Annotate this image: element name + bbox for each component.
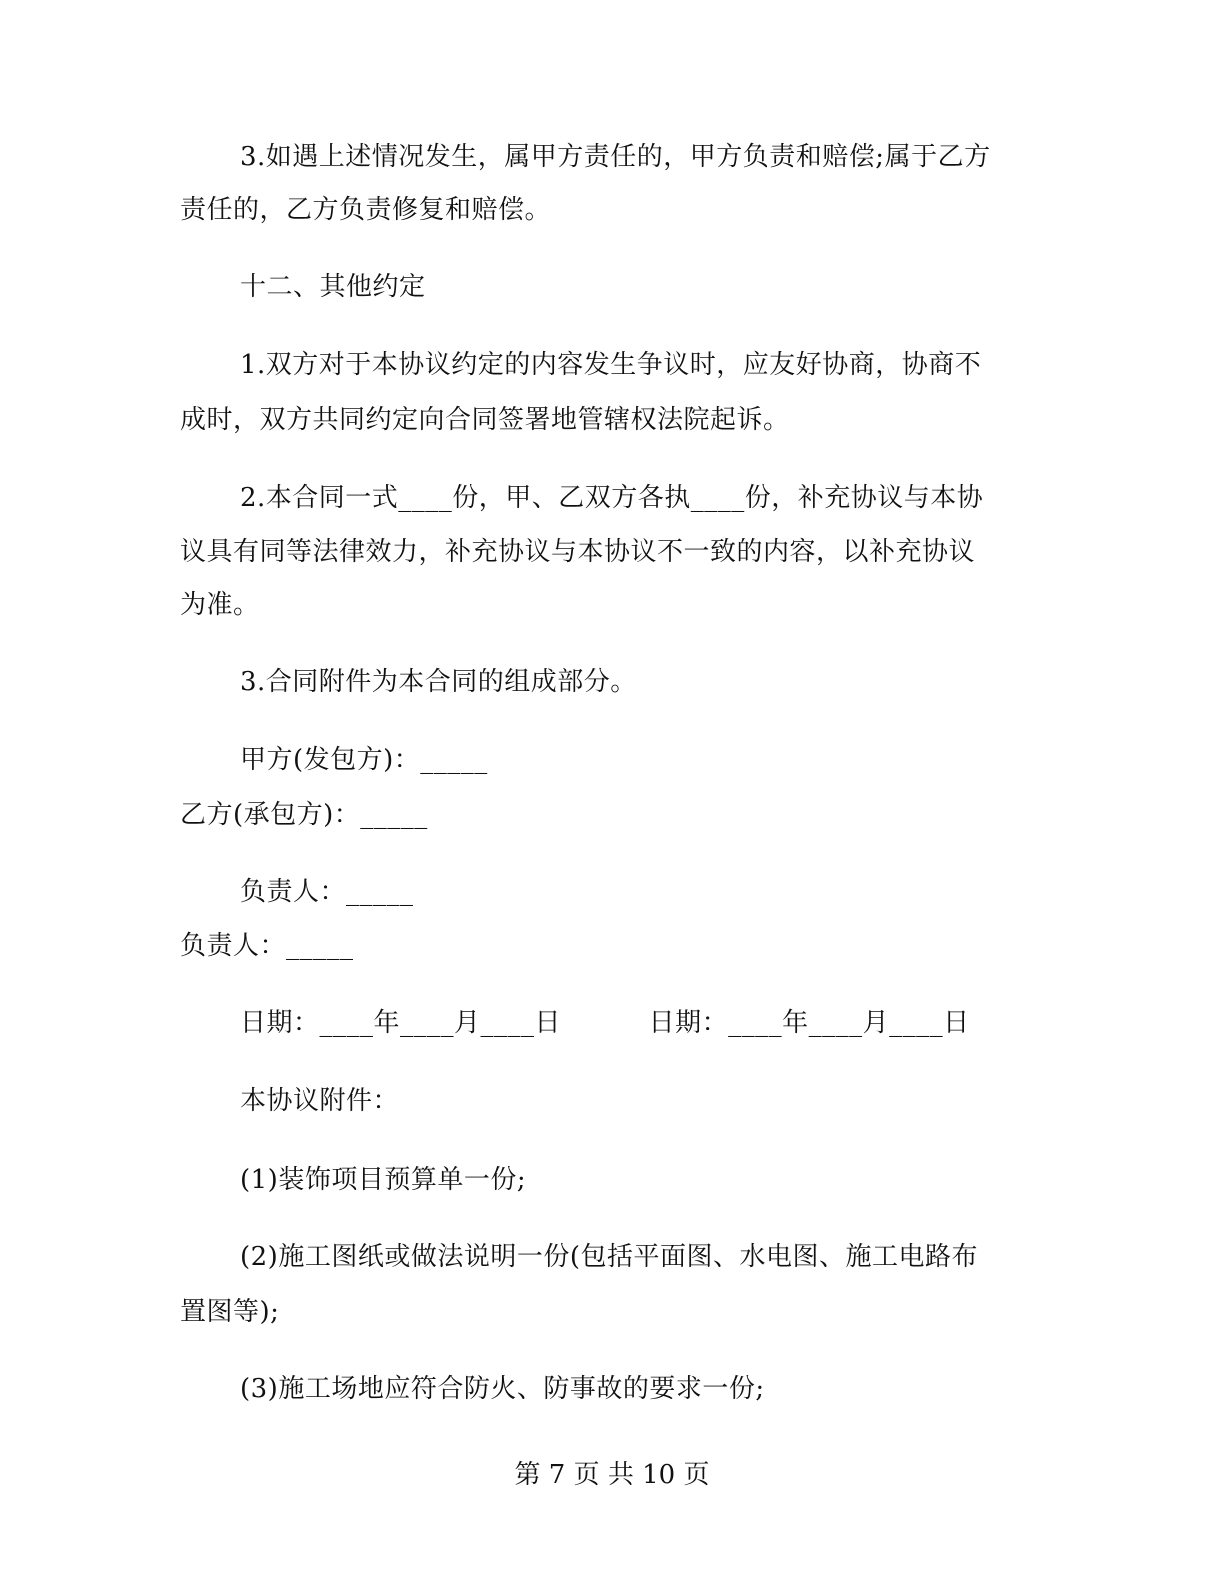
- clause-3-line-1: 3.如遇上述情况发生，属甲方责任的，甲方负责和赔偿;属于乙方: [240, 142, 991, 172]
- page-footer: 第 7 页 共 10 页: [514, 1460, 710, 1490]
- party-b-signature: 乙方(承包方)：_____: [180, 800, 428, 830]
- clause-1-line-2: 成时，双方共同约定向合同签署地管辖权法院起诉。: [180, 405, 790, 435]
- party-a-signature: 甲方(发包方)：_____: [240, 745, 488, 775]
- clause-3b-line-1: 3.合同附件为本合同的组成部分。: [240, 667, 637, 697]
- attachment-3: (3)施工场地应符合防火、防事故的要求一份;: [240, 1374, 765, 1404]
- clause-2-line-3: 为准。: [180, 590, 260, 620]
- attachments-title: 本协议附件：: [240, 1086, 400, 1116]
- attachment-1: (1)装饰项目预算单一份;: [240, 1165, 527, 1195]
- section-heading: 十二、其他约定: [240, 272, 426, 302]
- attachment-2-line-1: (2)施工图纸或做法说明一份(包括平面图、水电图、施工电路布: [240, 1242, 978, 1272]
- clause-2-line-2: 议具有同等法律效力，补充协议与本协议不一致的内容，以补充协议: [180, 537, 976, 567]
- clause-2-line-1: 2.本合同一式____份，甲、乙双方各执____份，补充协议与本协: [240, 483, 984, 513]
- clause-1-line-1: 1.双方对于本协议约定的内容发生争议时，应友好协商，协商不: [240, 350, 982, 380]
- representative-a: 负责人：_____: [240, 877, 414, 907]
- representative-b: 负责人：_____: [180, 931, 354, 961]
- clause-3-line-2: 责任的，乙方负责修复和赔偿。: [180, 195, 552, 225]
- attachment-2-line-2: 置图等);: [180, 1297, 280, 1327]
- date-line: 日期：____年____月____日 日期：____年____月____日: [240, 1008, 970, 1038]
